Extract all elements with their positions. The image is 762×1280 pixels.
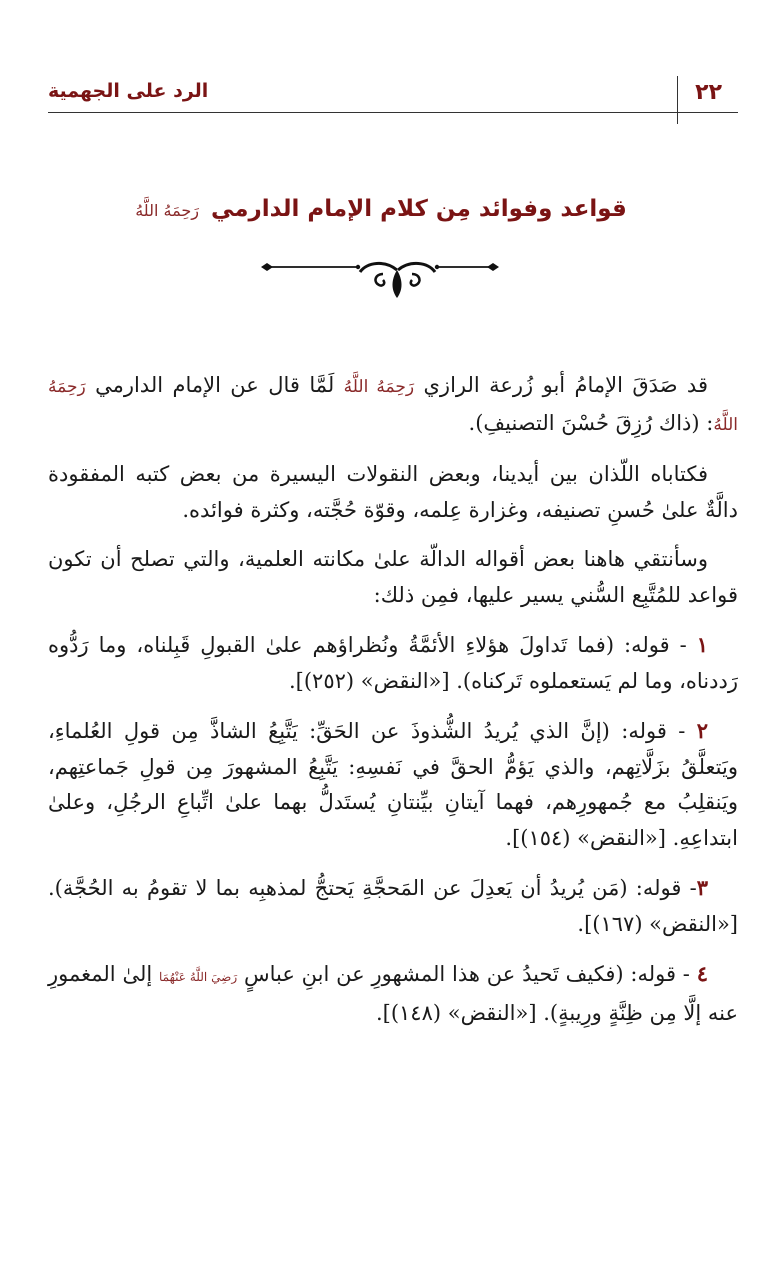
item-text: - قوله: (إنَّ الذي يُريدُ الشُّذوذَ عن الحَقِّ: يَتَّبِعُ الشاذَّ مِن قولِ العُلماءِ، ويَتعلَّقُ بزَلَّاتِهم، والذي يَؤمُّ الحقَّ في نَفسِهِ: يَتَّبِعُ المشهورَ مِن قولِ جَماعتِهم، ويَنقلِبُ مع جُمهورِهم، فهما آيتانِ بيِّنتانِ يُستَدلُّ بهما علىٰ اتِّباعِ الرجُلِ، وعلىٰ ابتداعِهِ. [«النقض» (١٥٤)]. — [48, 719, 738, 850]
intro-text-c: : (ذاك رُزِقَ حُسْنَ التصنيفِ). — [468, 410, 714, 435]
page-header — [48, 78, 738, 113]
item-text: - قوله: (فما تَداولَ هؤلاءِ الأئمَّةُ ونُظراؤهم علىٰ القبولِ قَبِلناه، وما رَدُّوه رَددناه، وما لم يَستعملوه تَركناه). [«النقض» (٢٥٢)]. — [48, 633, 738, 693]
item-number: ٤ — [696, 961, 708, 986]
item-text-b: إلىٰ المغمورِ عنه إلَّا مِن ظِنَّةٍ ورِيبةٍ). [«النقض» (١٤٨)]. — [48, 962, 738, 1025]
section-title — [0, 196, 762, 222]
books-paragraph: فكتاباه اللّذان بين أيدينا، وبعض النقولات اليسيرة من بعض كتبه المفقودة دالَّةٌ علىٰ حُسنِ تصنيفه، وغزارة عِلمه، وقوّة حُجَّته، وكثرة فوائده. — [48, 462, 738, 522]
item-text-a: - قوله: (فكيف تَحيدُ عن هذا المشهورِ عن ابنِ عباسٍ — [237, 962, 697, 986]
page-number: ٢٢ — [695, 80, 722, 105]
item-number: ٢ — [696, 718, 708, 743]
intro-paragraph — [48, 368, 738, 443]
item-text: - قوله: (مَن يُريدُ أن يَعدِلَ عن المَحجَّةِ يَحتجُّ لمذهبِه بما لا تقومُ به الحُجَّة). [«النقض» (١٦٧)]. — [48, 876, 738, 936]
list-item — [48, 870, 738, 942]
item-number: ١ — [696, 632, 708, 657]
intro-text-b: لَمَّا قال عن الإمام الدارمي — [85, 373, 344, 397]
honorific-ibn-abbas: رَضِيَ اللَّهُ عَنْهُمَا — [158, 970, 238, 984]
item-number: ٣ — [696, 875, 708, 900]
list-item — [48, 627, 738, 699]
section-title-text: قواعد وفوائد مِن كلام الإمام الدارمي — [210, 196, 627, 222]
ornament-divider-icon — [255, 250, 505, 300]
section-title-honorific: رَحِمَهُ اللَّهُ — [135, 201, 199, 220]
honorific-darimi: رَحِمَهُ اللَّهُ — [48, 377, 738, 435]
list-item — [48, 956, 738, 1031]
running-title: الرد على الجهمية — [48, 80, 209, 102]
header-divider — [677, 76, 679, 124]
list-item — [48, 713, 738, 856]
honorific-abu-zurah: رَحِمَهُ اللَّهُ — [343, 377, 415, 397]
body-text — [48, 368, 738, 1045]
selection-paragraph: وسأنتقي هاهنا بعض أقواله الدالّة علىٰ مكانته العلمية، والتي تصلح أن تكون قواعد للمُتَّبِع السُّني يسير عليها، فمِن ذلك: — [48, 547, 738, 607]
intro-text-a: قد صَدَقَ الإمامُ أبو زُرعة الرازي — [414, 373, 708, 397]
